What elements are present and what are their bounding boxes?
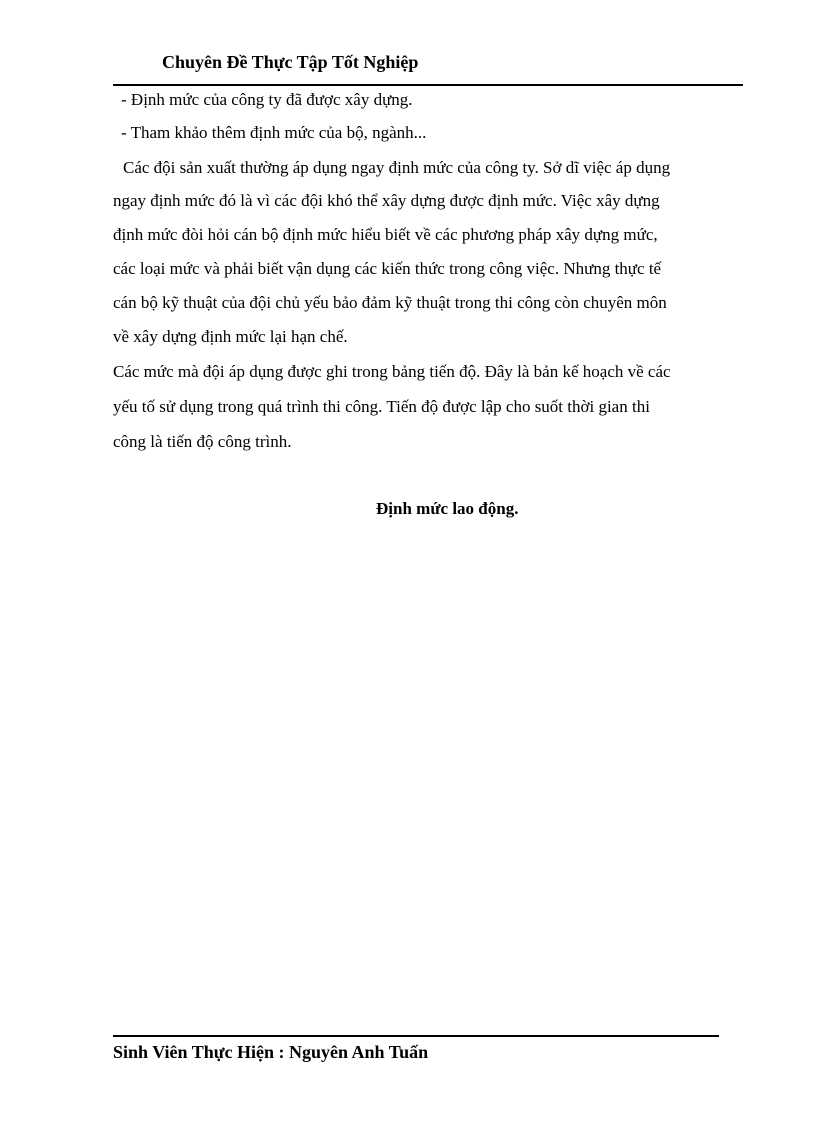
paragraph-line: ngay định mức đó là vì các đội khó thể xây dựng được định mức. Việc xây dựng [113, 191, 660, 210]
page-footer-author: Sinh Viên Thực Hiện : Nguyên Anh Tuấn [113, 1042, 429, 1062]
paragraph-line: về xây dựng định mức lại hạn chế. [113, 327, 348, 346]
paragraph-line: công là tiến độ công trình. [113, 432, 292, 451]
page-header-title: Chuyên Đề Thực Tập Tốt Nghiệp [162, 52, 419, 72]
paragraph-line: cán bộ kỹ thuật của đội chủ yếu bảo đảm kỹ thuật trong thi công còn chuyên môn [113, 293, 667, 312]
paragraph-line: Các mức mà đội áp dụng được ghi trong bảng tiến độ. Đây là bản kế hoạch về các [113, 362, 671, 381]
paragraph-line: định mức đòi hỏi cán bộ định mức hiểu biết về các phương pháp xây dựng mức, [113, 225, 658, 244]
section-heading: Định mức lao động. [376, 499, 519, 518]
header-divider [113, 84, 743, 86]
bullet-line: - Tham khảo thêm định mức của bộ, ngành... [121, 123, 427, 142]
paragraph-line: yếu tố sử dụng trong quá trình thi công. Tiến độ được lập cho suốt thời gian thi [113, 397, 650, 416]
bullet-line: - Định mức của công ty đã được xây dựng. [121, 90, 413, 109]
paragraph-line: Các đội sản xuất thường áp dụng ngay định mức của công ty. Sở dĩ việc áp dụng [123, 158, 671, 177]
footer-divider [113, 1035, 719, 1037]
paragraph-line: các loại mức và phải biết vận dụng các kiến thức trong công việc. Nhưng thực tế [113, 259, 662, 278]
